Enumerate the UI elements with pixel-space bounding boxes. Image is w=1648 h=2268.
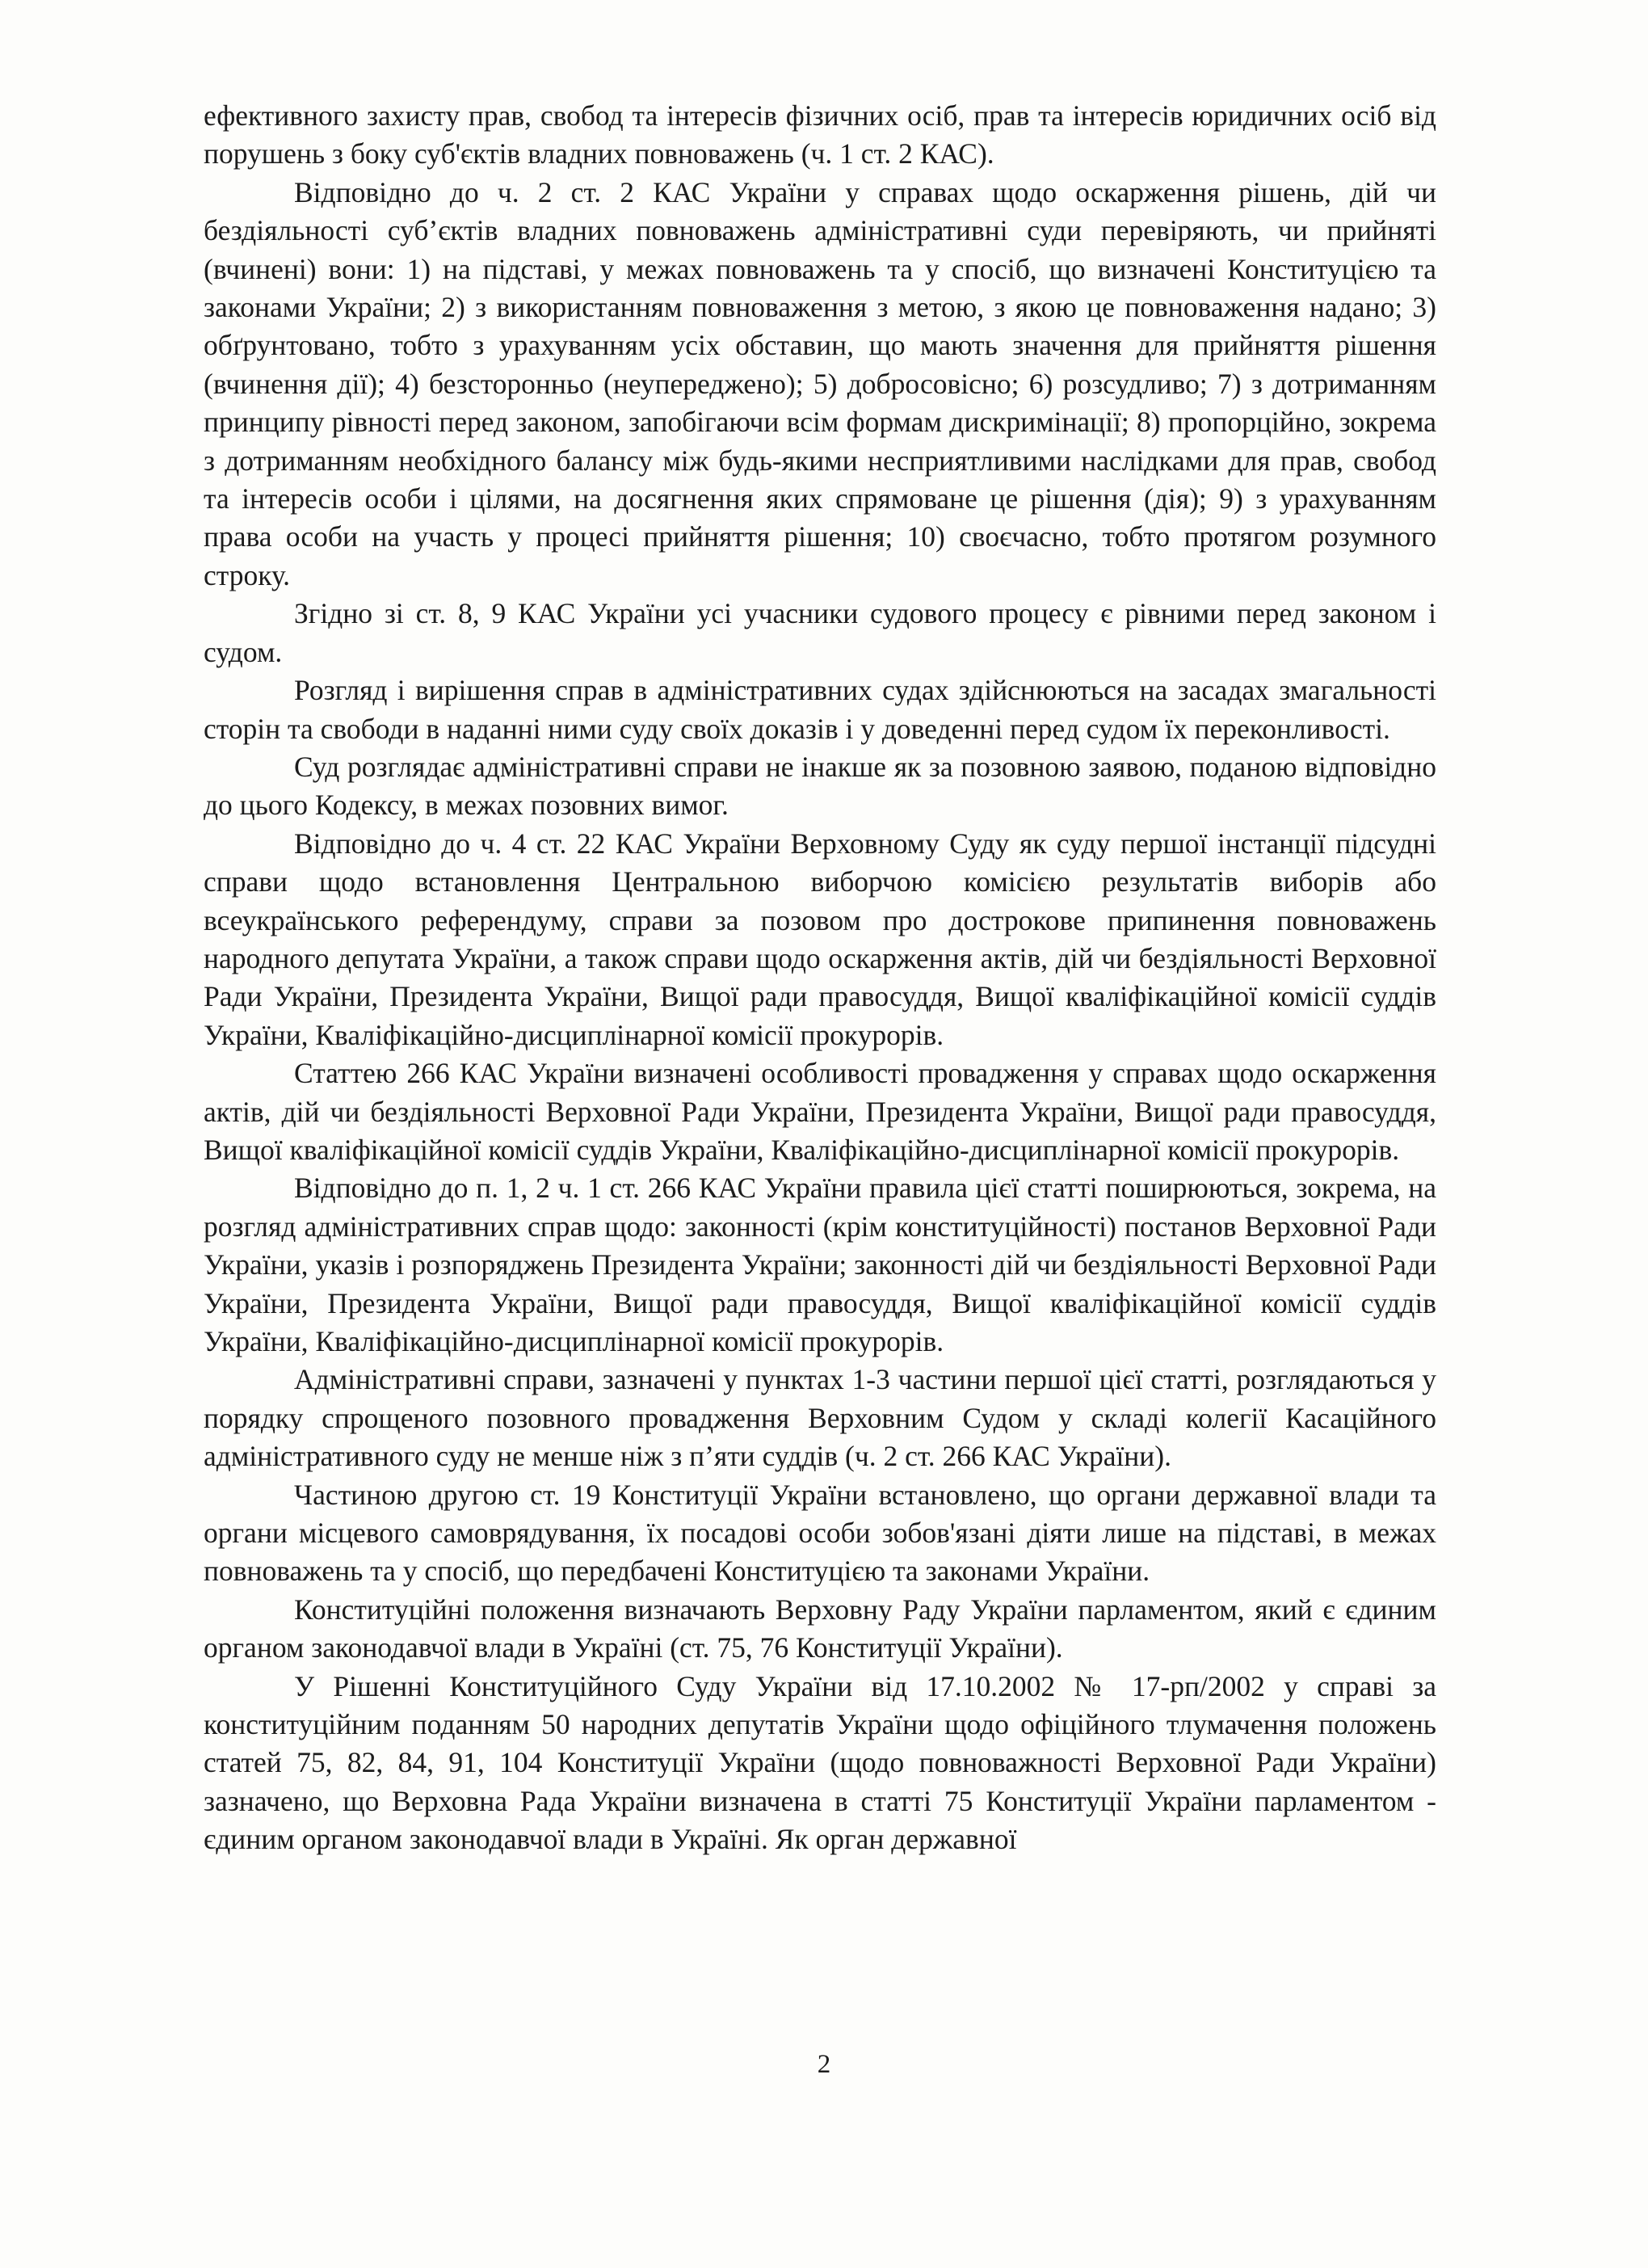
- paragraph: Частиною другою ст. 19 Конституції України встановлено, що органи державної влади та органи місцевого самоврядування, їх посадові особи зобов'язані діяти лише на підставі, в межах повноважень та у спосіб, що передбачені Конституцією та законами України.: [204, 1478, 1436, 1588]
- paragraph: Відповідно до п. 1, 2 ч. 1 ст. 266 КАС України правила цієї статті поширюються, зокрема, на розгляд адміністративних справ щодо: законності (крім конституційності) постанов Верховної Ради України, указів і розпоряджень Президента України; законності дій чи бездіяльності Верховної Ради України, Президента України, Вищої ради правосуддя, Вищої кваліфікаційної комісії суддів України, Кваліфікаційно-дисциплінарної комісії прокурорів.: [204, 1172, 1436, 1357]
- paragraph: Адміністративні справи, зазначені у пунктах 1-3 частини першої цієї статті, розглядаються у порядку спрощеного позовного провадження Верховним Судом у складі колегії Касаційного адміністративного суду не менше ніж з п’яти суддів (ч. 2 ст. 266 КАС України).: [204, 1363, 1436, 1473]
- paragraph: Відповідно до ч. 4 ст. 22 КАС України Верховному Суду як суду першої інстанції підсудні справи щодо встановлення Центральною виборчою комісією результатів виборів або всеукраїнського референдуму, справи за позовом про дострокове припинення повноважень народного депутата України, а також справи щодо оскарження актів, дій чи бездіяльності Верховної Ради України, Президента України, Вищої ради правосуддя, Вищої кваліфікаційної комісії суддів України, Кваліфікаційно-дисциплінарної комісії прокурорів.: [204, 827, 1436, 1051]
- paragraph: У Рішенні Конституційного Суду України від 17.10.2002 № 17-рп/2002 у справі за конституційним поданням 50 народних депутатів України щодо офіційного тлумачення положень статей 75, 82, 84, 91, 104 Конституції України (щодо повноважності Верховної Ради України) зазначено, що Верховна Рада України визначена в статті 75 Конституції України парламентом - єдиним органом законодавчої влади в Україні. Як орган державної: [204, 1669, 1436, 1856]
- paragraph: Розгляд і вирішення справ в адміністративних судах здійснюються на засадах змагальності сторін та свободи в наданні ними суду своїх доказів і у доведенні перед судом їх переконливості.: [204, 674, 1436, 745]
- paragraph: Суд розглядає адміністративні справи не інакше як за позовною заявою, поданою відповідно до цього Кодексу, в межах позовних вимог.: [204, 750, 1436, 822]
- paragraph: ефективного захисту прав, свобод та інтересів фізичних осіб, прав та інтересів юридичних осіб від порушень з боку суб'єктів владних повноважень (ч. 1 ст. 2 КАС).: [204, 99, 1436, 170]
- page-number: 2: [817, 2050, 831, 2079]
- paragraph: Статтею 266 КАС України визначені особливості провадження у справах щодо оскарження актів, дій чи бездіяльності Верховної Ради України, Президента України, Вищої ради правосуддя, Вищої кваліфікаційної комісії суддів України, Кваліфікаційно-дисциплінарної комісії прокурорів.: [204, 1057, 1436, 1166]
- paragraph: Конституційні положення визначають Верховну Раду України парламентом, який є єдиним органом законодавчої влади в Україні (ст. 75, 76 Конституції України).: [204, 1593, 1436, 1664]
- paragraph: Відповідно до ч. 2 ст. 2 КАС України у справах щодо оскарження рішень, дій чи бездіяльності суб’єктів владних повноважень адміністративні суди перевіряють, чи прийняті (вчинені) вони: 1) на підставі, у межах повноважень та у спосіб, що визначені Конституцією та законами України; 2) з використанням повноваження з метою, з якою це повноваження надано; 3) обґрунтовано, тобто з урахуванням усіх обставин, що мають значення для прийняття рішення (вчинення дії); 4) безсторонньо (неупереджено); 5) добросовісно; 6) розсудливо; 7) з дотриманням принципу рівності перед законом, запобігаючи всім формам дискримінації; 8) пропорційно, зокрема з дотриманням необхідного балансу між будь-якими несприятливими наслідками для прав, свобод та інтересів особи і цілями, на досягнення яких спрямоване це рішення (дія); 9) з урахуванням права особи на участь у процесі прийняття рішення; 10) своєчасно, тобто протягом розумного строку.: [204, 175, 1436, 591]
- document-body: [204, 97, 1436, 1859]
- paragraph: Згідно зі ст. 8, 9 КАС України усі учасники судового процесу є рівними перед законом і судом.: [204, 597, 1436, 668]
